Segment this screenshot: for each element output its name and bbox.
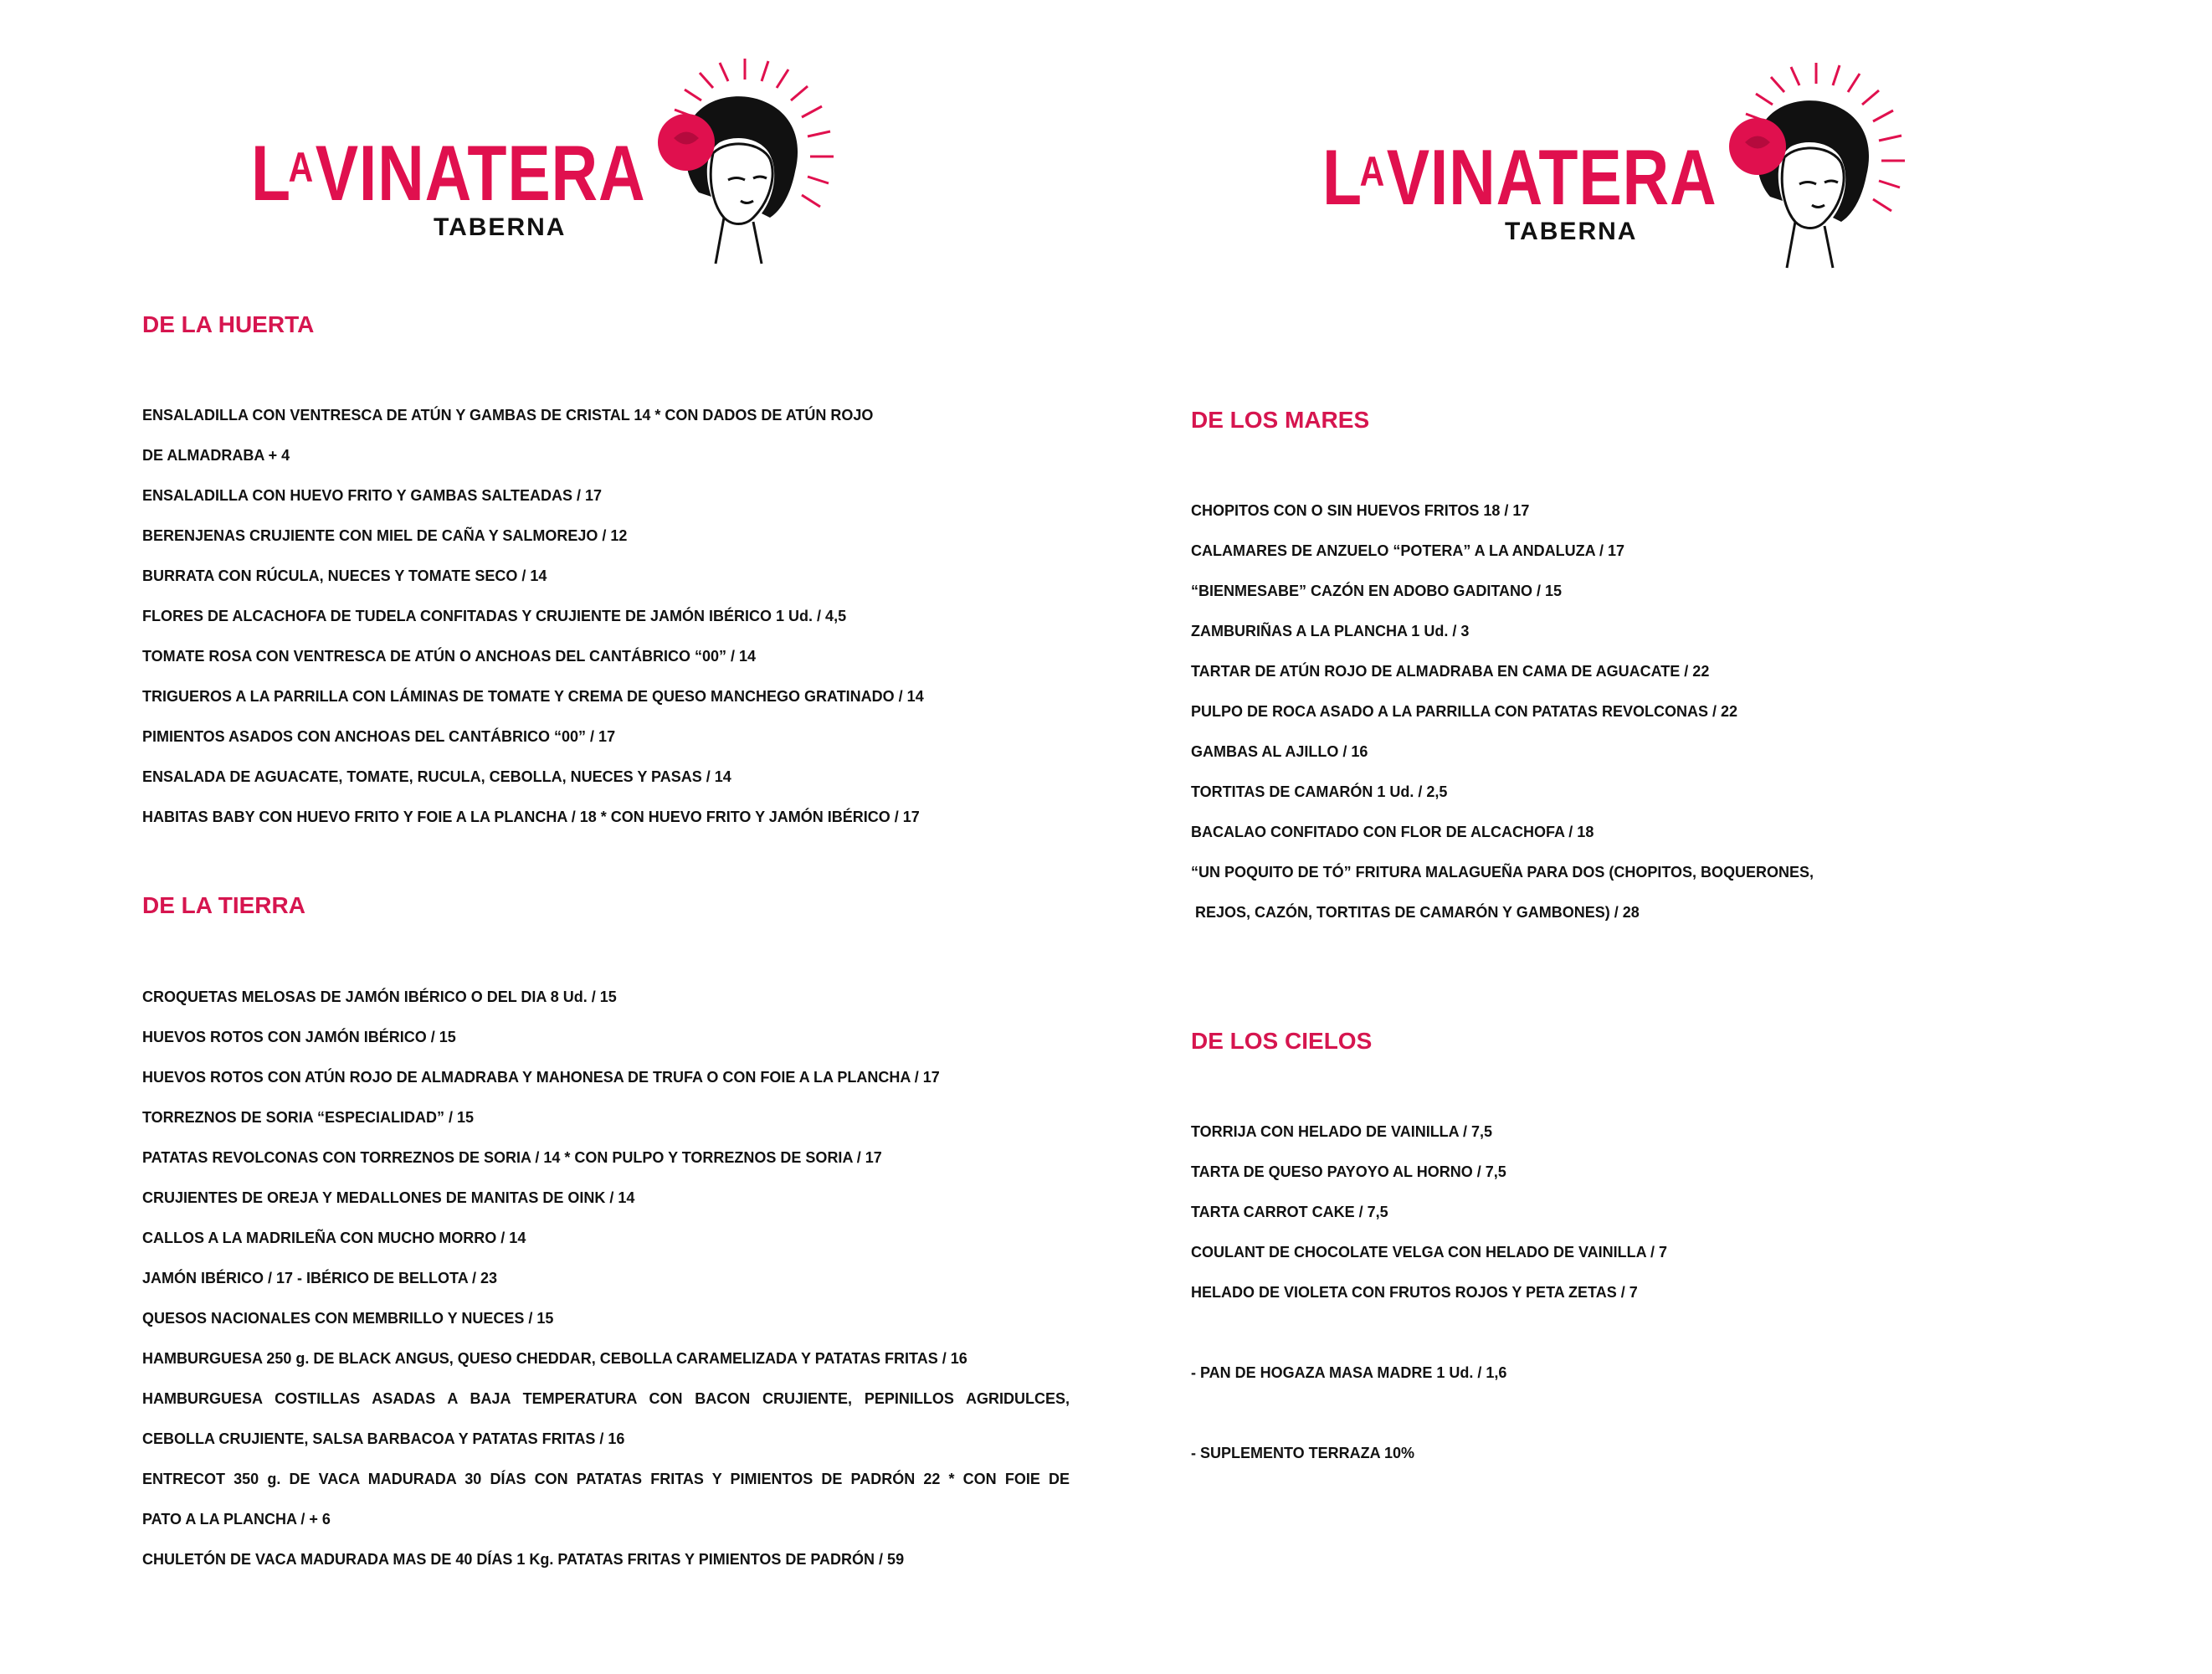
menu-item: TORREZNOS DE SORIA “ESPECIALIDAD” / 15 [142, 1109, 475, 1126]
menu-item: CRUJIENTES DE OREJA Y MEDALLONES DE MANITAS DE OINK / 14 [142, 1189, 635, 1206]
brand-name: $L^AVINATERA$ [1322, 133, 1717, 221]
menu-item: CHULETÓN DE VACA MADURADA MAS DE 40 DÍAS 1 Kg. PATATAS FRITAS Y PIMIENTOS DE PADRÓN / 59 [142, 1551, 905, 1568]
extra-item-bread: - PAN DE HOGAZA MASA MADRE 1 Ud. / 1,6 [1191, 1364, 1507, 1381]
woman-flower-icon [636, 54, 854, 272]
menu-item: PATO A LA PLANCHA / + 6 [142, 1511, 331, 1528]
menu-item: CALLOS A LA MADRILEÑA CON MUCHO MORRO / 14 [142, 1230, 526, 1246]
menu-item: JAMÓN IBÉRICO / 17 - IBÉRICO DE BELLOTA / 23 [142, 1270, 498, 1286]
menu-item: TARTA DE QUESO PAYOYO AL HORNO / 7,5 [1191, 1163, 1506, 1180]
menu-item: HAMBURGUESA COSTILLAS ASADAS A BAJA TEMPERATURA CON BACON CRUJIENTE, PEPINILLOS AGRIDULCES, [142, 1390, 1070, 1407]
menu-item: COULANT DE CHOCOLATE VELGA CON HELADO DE VAINILLA / 7 [1191, 1244, 1668, 1261]
menu-item: “UN POQUITO DE TÓ” FRITURA MALAGUEÑA PARA DOS (CHOPITOS, BOQUERONES, [1191, 864, 1814, 881]
menu-item: BURRATA CON RÚCULA, NUECES Y TOMATE SECO / 14 [142, 567, 547, 584]
menu-item: REJOS, CAZÓN, TORTITAS DE CAMARÓN Y GAMBONES) / 28 [1191, 904, 1640, 921]
menu-item: “BIENMESABE” CAZÓN EN ADOBO GADITANO / 15 [1191, 583, 1563, 599]
menu-item: CEBOLLA CRUJIENTE, SALSA BARBACOA Y PATATAS FRITAS / 16 [142, 1430, 625, 1447]
section-title-huerta: DE LA HUERTA [142, 311, 315, 337]
brand-subtitle: TABERNA [434, 213, 567, 241]
brand-subtitle: TABERNA [1505, 218, 1638, 245]
extra-item-terrace: - SUPLEMENTO TERRAZA 10% [1191, 1445, 1415, 1461]
menu-item: TORTITAS DE CAMARÓN 1 Ud. / 2,5 [1191, 783, 1448, 800]
menu-item: ENSALADILLA CON HUEVO FRITO Y GAMBAS SALTEADAS / 17 [142, 487, 603, 504]
section-title-cielos: DE LOS CIELOS [1191, 1028, 1373, 1054]
menu-item: PULPO DE ROCA ASADO A LA PARRILLA CON PATATAS REVOLCONAS / 22 [1191, 703, 1738, 720]
menu-item: TRIGUEROS A LA PARRILLA CON LÁMINAS DE TOMATE Y CREMA DE QUESO MANCHEGO GRATINADO / 14 [142, 688, 924, 705]
menu-item: HABITAS BABY CON HUEVO FRITO Y FOIE A LA PLANCHA / 18 * CON HUEVO FRITO Y JAMÓN IBÉRICO / 17 [142, 809, 920, 825]
menu-item: HUEVOS ROTOS CON JAMÓN IBÉRICO / 15 [142, 1029, 456, 1045]
menu-item: HAMBURGUESA 250 g. DE BLACK ANGUS, QUESO CHEDDAR, CEBOLLA CARAMELIZADA Y PATATAS FRITAS / 16 [142, 1350, 967, 1367]
menu-item: CROQUETAS MELOSAS DE JAMÓN IBÉRICO O DEL DIA 8 Ud. / 15 [142, 988, 617, 1005]
menu-item: CHOPITOS CON O SIN HUEVOS FRITOS 18 / 17 [1191, 502, 1530, 519]
menu-item: HELADO DE VIOLETA CON FRUTOS ROJOS Y PETA ZETAS / 7 [1191, 1284, 1638, 1301]
menu-item: ENSALADA DE AGUACATE, TOMATE, RUCULA, CEBOLLA, NUECES Y PASAS / 14 [142, 768, 731, 785]
menu-item: TOMATE ROSA CON VENTRESCA DE ATÚN O ANCHOAS DEL CANTÁBRICO “00” / 14 [142, 648, 757, 665]
menu-item: FLORES DE ALCACHOFA DE TUDELA CONFITADAS Y CRUJIENTE DE JAMÓN IBÉRICO 1 Ud. / 4,5 [142, 608, 847, 624]
menu-item: CALAMARES DE ANZUELO “POTERA” A LA ANDALUZA / 17 [1191, 542, 1625, 559]
menu-item: HUEVOS ROTOS CON ATÚN ROJO DE ALMADRABA Y MAHONESA DE TRUFA O CON FOIE A LA PLANCHA / 17 [142, 1069, 940, 1086]
menu-item: GAMBAS AL AJILLO / 16 [1191, 743, 1368, 760]
menu-item: PATATAS REVOLCONAS CON TORREZNOS DE SORIA / 14 * CON PULPO Y TORREZNOS DE SORIA / 17 [142, 1149, 882, 1166]
menu-item: TARTAR DE ATÚN ROJO DE ALMADRABA EN CAMA DE AGUACATE / 22 [1191, 663, 1710, 680]
menu-item: DE ALMADRABA + 4 [142, 447, 290, 464]
brand-name: $L^AVINATERA$ [251, 129, 646, 217]
menu-item: QUESOS NACIONALES CON MEMBRILLO Y NUECES / 15 [142, 1310, 554, 1327]
menu-item: PIMIENTOS ASADOS CON ANCHOAS DEL CANTÁBRICO “00” / 17 [142, 728, 616, 745]
menu-item: ENTRECOT 350 g. DE VACA MADURADA 30 DÍAS CON PATATAS FRITAS Y PIMIENTOS DE PADRÓN 22 * CON FOIE DE [142, 1471, 1070, 1487]
menu-item: BERENJENAS CRUJIENTE CON MIEL DE CAÑA Y SALMOREJO / 12 [142, 527, 628, 544]
menu-item: TARTA CARROT CAKE / 7,5 [1191, 1204, 1388, 1220]
woman-flower-icon [1707, 59, 1925, 276]
menu-item: ZAMBURIÑAS A LA PLANCHA 1 Ud. / 3 [1191, 623, 1470, 639]
menu-item: BACALAO CONFITADO CON FLOR DE ALCACHOFA / 18 [1191, 824, 1594, 840]
menu-item: TORRIJA CON HELADO DE VAINILLA / 7,5 [1191, 1123, 1493, 1140]
logo-left [251, 54, 887, 272]
logo-right [1322, 59, 1958, 276]
menu-item: ENSALADILLA CON VENTRESCA DE ATÚN Y GAMBAS DE CRISTAL 14 * CON DADOS DE ATÚN ROJO [142, 407, 874, 424]
section-title-tierra: DE LA TIERRA [142, 892, 305, 918]
section-title-mares: DE LOS MARES [1191, 407, 1370, 433]
